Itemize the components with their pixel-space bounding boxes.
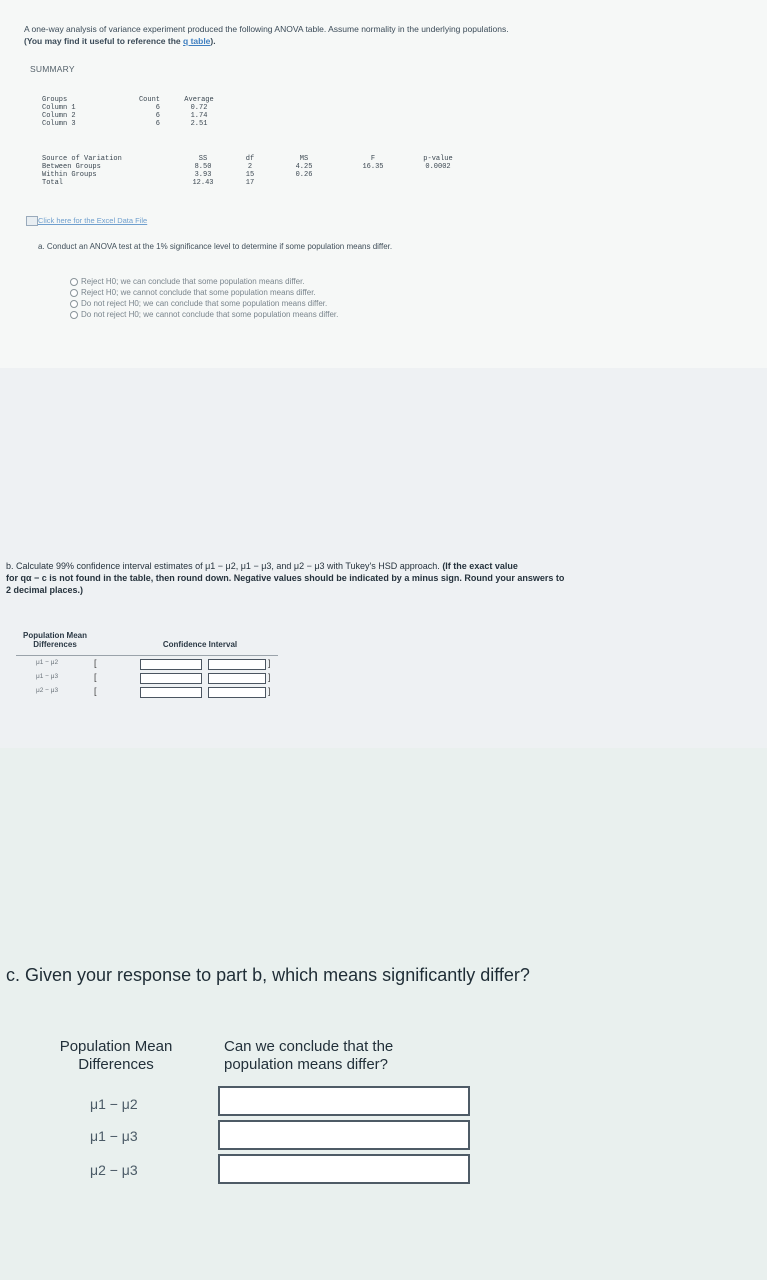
tukey-section [0,368,767,748]
option-4[interactable] [70,309,338,320]
anova-row-within: Within Groups [42,171,97,179]
anova-f-between: 16.35 [362,163,384,171]
open-bracket: [ [94,672,97,682]
part-b-line-3: 2 decimal places.) [6,585,84,595]
anova-ss-within: 3.93 [194,171,212,179]
part-c-col1-header [36,1038,196,1074]
note-prefix: (You may find it useful to reference the [24,36,184,46]
option-3-label: Do not reject H0; we can conclude that some population means differ. [81,299,328,308]
anova-ss-between: 8.50 [194,163,212,171]
conclusion-select-row-3[interactable] [218,1154,470,1184]
anova-header-ss: SS [198,155,208,163]
anova-f-column [356,155,390,171]
part-b-header-divider [16,655,278,656]
close-bracket: ] [268,686,271,696]
open-bracket: [ [94,686,97,696]
summary-row-2-average: 1.74 [190,112,208,120]
anova-ss-column [190,155,216,187]
anova-df-column [240,155,260,187]
part-c-col2-header [218,1038,470,1074]
radio-button[interactable] [70,278,78,286]
anova-source-column [42,155,122,187]
anova-header-source: Source of Variation [42,155,122,163]
close-bracket: ] [268,658,271,668]
option-1[interactable] [70,276,338,287]
radio-button[interactable] [70,289,78,297]
part-b-row-3-label: μ2 − μ3 [36,687,59,694]
anova-pvalue-column [416,155,460,171]
ci-lower-input-row-3[interactable] [140,687,202,698]
conclusion-section [0,748,767,1280]
summary-row-2-count: 6 [155,112,160,120]
excel-data-link[interactable]: Click here for the Excel Data File [38,216,148,225]
summary-row-3-count: 6 [155,120,160,128]
summary-header-groups: Groups [42,96,68,104]
anova-ms-between: 4.25 [295,163,313,171]
part-c-question: c. Given your response to part b, which means significantly differ? [6,965,530,985]
excel-file-icon [26,216,38,226]
open-bracket: [ [94,658,97,668]
note-suffix: ). [210,36,216,46]
anova-row-between: Between Groups [42,163,101,171]
anova-header-f: F [370,155,376,163]
radio-button[interactable] [70,311,78,319]
part-b-instructions [6,560,762,596]
option-2[interactable] [70,287,338,298]
option-3[interactable] [70,298,338,309]
part-a-question: a. Conduct an ANOVA test at the 1% significance level to determine if some population means differ. [38,242,393,251]
conclusion-select-row-2[interactable] [218,1120,470,1150]
part-c-row-1-label: μ1 − μ2 [90,1096,138,1112]
summary-header-average: Average [184,96,214,104]
anova-ss-total: 12.43 [192,179,214,187]
summary-average-column [182,96,216,128]
part-c-col1-header-line1: Population Mean [59,1038,173,1055]
part-b-row-2-label: μ1 − μ3 [36,673,59,680]
intro-sentence: A one-way analysis of variance experiment produced the following ANOVA table. Assume normality in the underlying populations. [24,24,509,34]
part-b-col1-header-line1: Population Mean [23,631,87,640]
summary-row-3-average: 2.51 [190,120,208,128]
ci-upper-input-row-1[interactable] [208,659,266,670]
option-1-label: Reject H0; we can conclude that some population means differ. [81,277,305,286]
ci-lower-input-row-1[interactable] [140,659,202,670]
ci-upper-input-row-3[interactable] [208,687,266,698]
anova-df-between: 2 [247,163,253,171]
anova-df-within: 15 [245,171,255,179]
anova-header-df: df [245,155,255,163]
anova-ms-within: 0.26 [295,171,313,179]
part-c-row-2-label: μ1 − μ3 [90,1128,138,1144]
anova-row-total: Total [42,179,64,187]
part-c-col2-header-line1: Can we conclude that the [224,1038,394,1055]
anova-header-pvalue: p-value [423,155,453,163]
part-b-col1-header [18,631,92,649]
summary-count-column [132,96,160,128]
summary-row-1-group: Column 1 [42,104,76,112]
summary-label: SUMMARY [30,64,75,74]
radio-button[interactable] [70,300,78,308]
part-b-row-1-label: μ1 − μ2 [36,659,59,666]
ci-lower-input-row-2[interactable] [140,673,202,684]
close-bracket: ] [268,672,271,682]
summary-groups-column [42,96,76,128]
part-a-options [70,276,338,320]
anova-header-ms: MS [299,155,309,163]
summary-row-1-average: 0.72 [190,104,208,112]
anova-ms-column [290,155,318,179]
anova-df-total: 17 [245,179,255,187]
part-c-col2-header-line2: population means differ? [224,1056,389,1073]
part-b-line-1: b. Calculate 99% confidence interval estimates of μ1 − μ2, μ1 − μ3, and μ2 − μ3 with Tukey's HSD approach. [6,561,443,571]
option-4-label: Do not reject H0; we cannot conclude that some population means differ. [81,310,339,319]
intro-text [24,24,754,46]
part-b-col2-header: Confidence Interval [162,640,238,649]
q-table-link[interactable]: q table [183,36,211,46]
ci-upper-input-row-2[interactable] [208,673,266,684]
summary-row-1-count: 6 [155,104,160,112]
summary-row-2-group: Column 2 [42,112,76,120]
anova-pvalue-between: 0.0002 [425,163,451,171]
summary-header-count: Count [138,96,160,104]
part-b-line-2: for qα − c is not found in the table, then round down. Negative values should be indicated by a minus sign. Round your answers to [6,573,565,583]
part-b-col1-header-line2: Differences [33,640,77,649]
part-c-row-3-label: μ2 − μ3 [90,1162,138,1178]
part-b-bold-note: (If the exact value [442,561,518,571]
option-2-label: Reject H0; we cannot conclude that some population means differ. [81,288,316,297]
conclusion-select-row-1[interactable] [218,1086,470,1116]
part-c-col1-header-line2: Differences [78,1056,154,1073]
summary-row-3-group: Column 3 [42,120,76,128]
